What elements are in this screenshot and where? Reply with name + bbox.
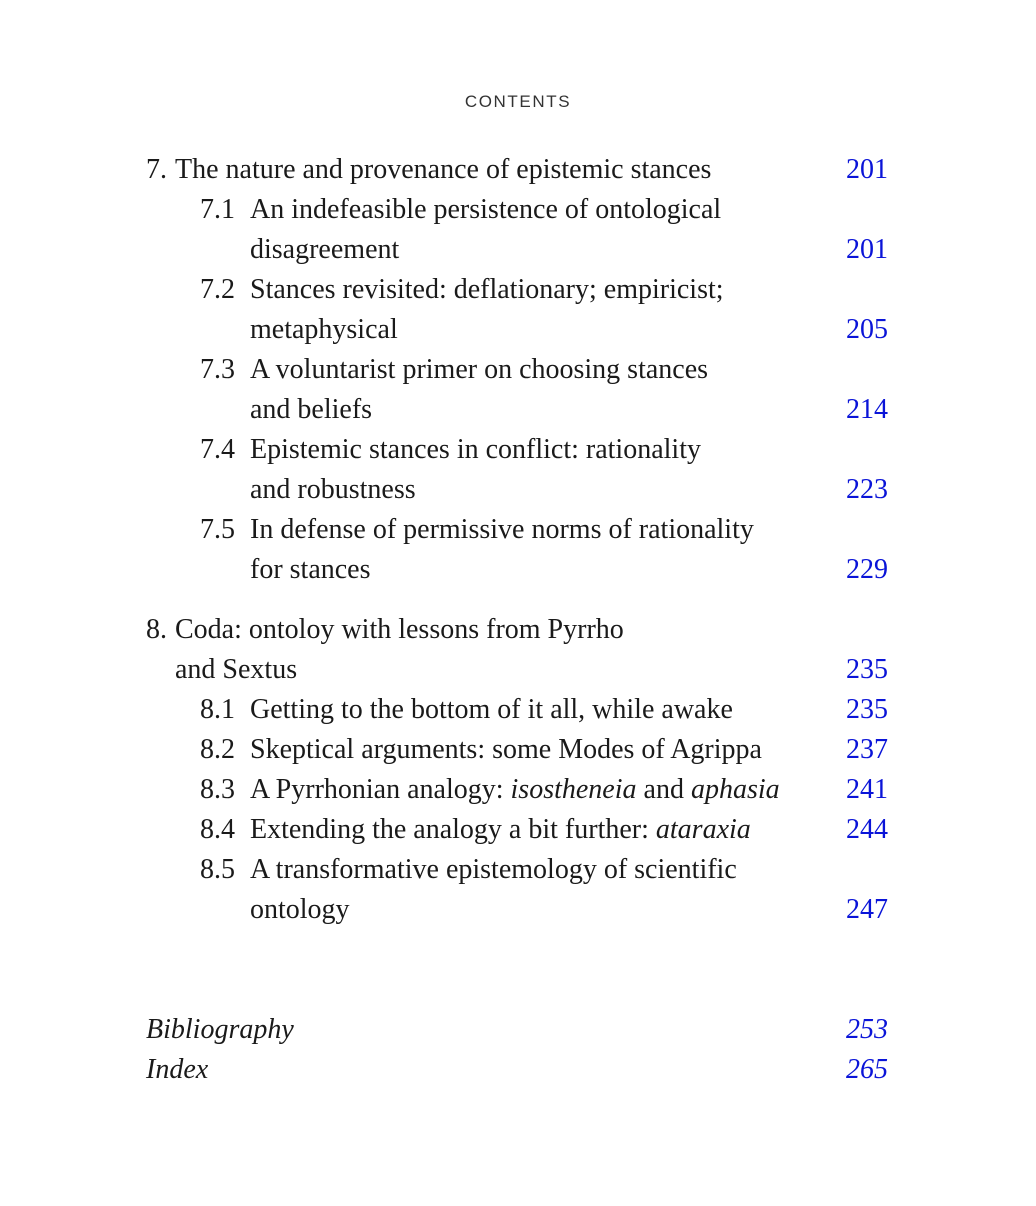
section-number: 7.2 <box>200 274 235 305</box>
title-text: and <box>636 774 691 805</box>
section-title: Skeptical arguments: some Modes of Agrippa <box>250 734 762 765</box>
title-term-italic: aphasia <box>690 774 780 805</box>
page-number-link[interactable]: 205 <box>846 314 888 345</box>
chapter-number: 7. <box>146 154 167 185</box>
page-number-link[interactable]: 247 <box>846 894 888 925</box>
page-number-link[interactable]: 241 <box>846 774 888 805</box>
running-head: CONTENTS <box>464 92 572 111</box>
section-number: 8.4 <box>200 814 235 845</box>
section-title-line: An indefeasible persistence of ontological <box>250 194 722 225</box>
title-text: Extending the analogy a bit further: <box>250 814 656 845</box>
section-number: 7.3 <box>200 354 235 385</box>
page-number-link[interactable]: 235 <box>846 694 888 725</box>
page-number-link[interactable]: 244 <box>846 814 888 845</box>
section-title-line: A voluntarist primer on choosing stances <box>250 354 709 385</box>
page-number-link[interactable]: 235 <box>846 654 888 685</box>
page-number-link[interactable]: 253 <box>846 1014 888 1045</box>
section-title-line: metaphysical <box>250 314 398 345</box>
back-matter-title: Index <box>146 1054 209 1085</box>
section-title-line: Stances revisited: deflationary; empiricist; <box>250 274 724 305</box>
section-number: 7.1 <box>200 194 235 225</box>
section-number: 8.1 <box>200 694 235 725</box>
section-title <box>250 810 751 850</box>
title-text: A Pyrrhonian analogy: <box>250 774 511 805</box>
back-matter-title: Bibliography <box>146 1014 294 1045</box>
page-number-link[interactable]: 265 <box>846 1054 888 1085</box>
page-number-link[interactable]: 223 <box>846 474 888 505</box>
section-title-line: for stances <box>250 554 371 585</box>
section-number: 7.4 <box>200 434 235 465</box>
page-number-link[interactable]: 201 <box>846 234 888 265</box>
title-term-italic: ataraxia <box>655 814 751 845</box>
page-number-link[interactable]: 201 <box>846 154 888 185</box>
section-number: 8.5 <box>200 854 235 885</box>
section-number: 8.3 <box>200 774 235 805</box>
section-title-line: and beliefs <box>250 394 373 425</box>
section-title-line: ontology <box>250 894 350 925</box>
section-title: Getting to the bottom of it all, while awake <box>250 694 733 725</box>
chapter-title-line: and Sextus <box>175 654 298 685</box>
section-title-line: Epistemic stances in conflict: rationality <box>250 434 701 465</box>
chapter-title: The nature and provenance of epistemic stances <box>175 154 712 185</box>
section-title-line: In defense of permissive norms of rationality <box>250 514 754 545</box>
page-number-link[interactable]: 214 <box>846 394 888 425</box>
title-term-italic: isostheneia <box>510 774 637 805</box>
chapter-number: 8. <box>146 614 167 645</box>
page-number-link[interactable]: 229 <box>846 554 888 585</box>
section-title-line: A transformative epistemology of scientific <box>250 854 737 885</box>
section-number: 7.5 <box>200 514 235 545</box>
section-title-line: and robustness <box>250 474 416 505</box>
section-title-line: disagreement <box>250 234 400 265</box>
section-title <box>250 770 780 810</box>
section-number: 8.2 <box>200 734 235 765</box>
chapter-title-line: Coda: ontoloy with lessons from Pyrrho <box>175 614 624 645</box>
page-number-link[interactable]: 237 <box>846 734 888 765</box>
